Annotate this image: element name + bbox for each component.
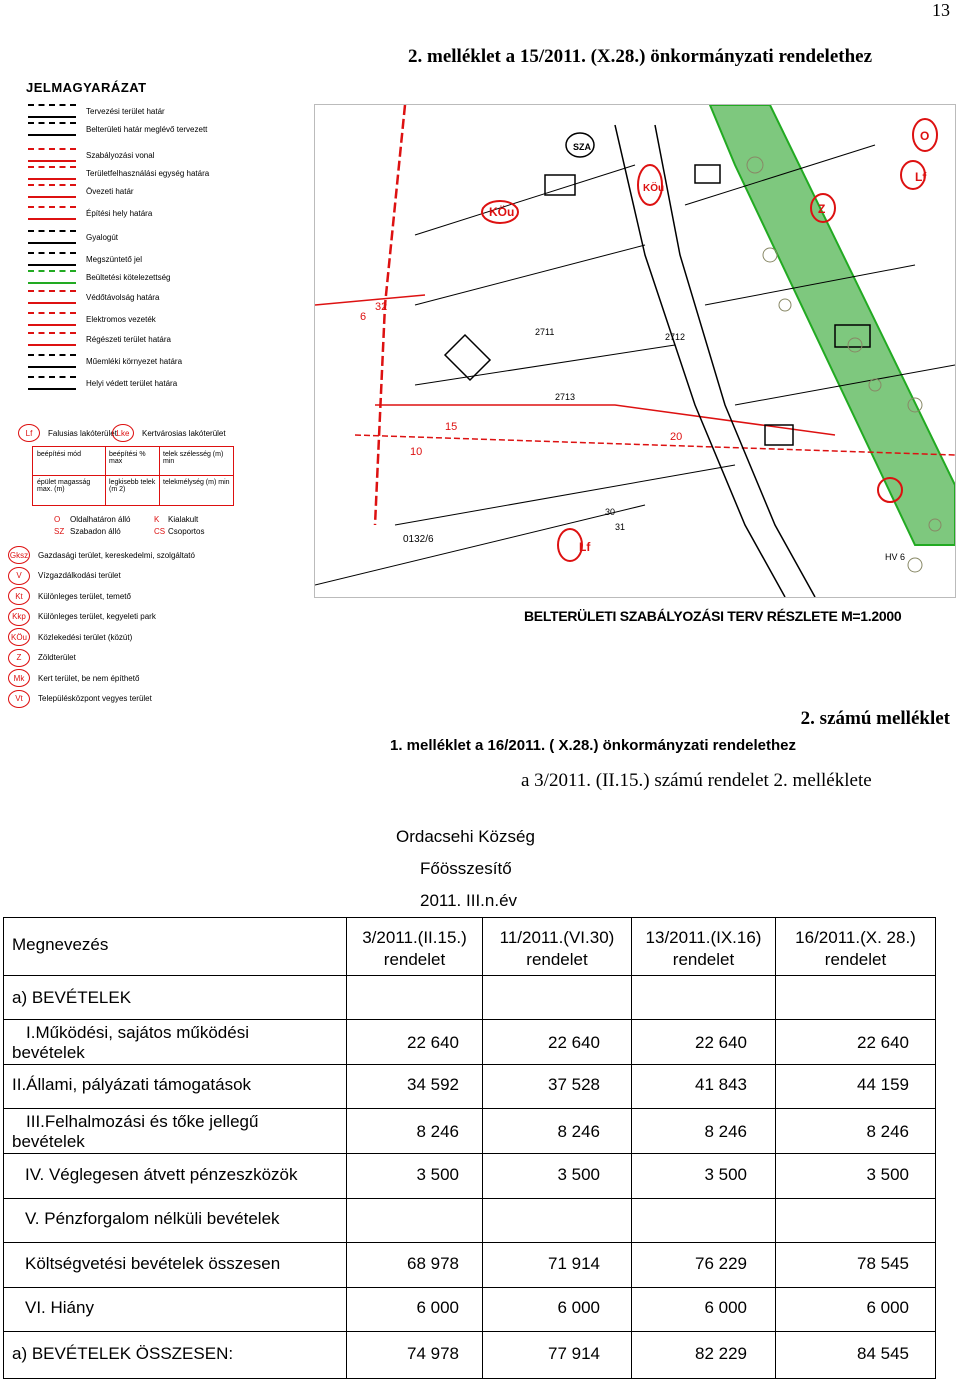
legend-item <box>28 122 207 136</box>
map-label: Lf <box>579 540 591 554</box>
map-label: 0132/6 <box>403 534 434 545</box>
period-label: 2011. III.n.év <box>420 891 518 910</box>
legend-swatch-icon <box>28 206 76 220</box>
annex-title: 2. melléklet a 15/2011. (X.28.) önkormányzati rendelethez <box>408 46 873 67</box>
table-cell: 84 545 <box>857 1344 909 1363</box>
row-label: II.Állami, pályázati támogatások <box>12 1075 252 1094</box>
municipality-name: Ordacsehi Község <box>396 827 535 846</box>
column-header: 11/2011.(VI.30) rendelet <box>499 928 615 969</box>
table-cell: 8 246 <box>866 1122 909 1141</box>
annex-1-title: 1. melléklet a 16/2011. ( X.28.) önkormányzati rendelethez <box>390 737 797 754</box>
area-code-icon: Vt <box>8 690 30 708</box>
table-cell: 8 246 <box>416 1122 459 1141</box>
table-cell: 6 000 <box>416 1298 459 1317</box>
row-label: V. Pénzforgalom nélküli bevételek <box>25 1209 280 1228</box>
map-label: 10 <box>410 446 423 458</box>
map-label: 20 <box>670 431 683 443</box>
row-label: IV. Véglegesen átvett pénzeszközök <box>25 1165 298 1184</box>
legend-item-label: Építési hely határa <box>86 208 153 218</box>
zoning-map-drawing <box>315 105 955 597</box>
row-label: a) BEVÉTELEK ÖSSZESEN: <box>12 1344 234 1363</box>
map-label: KÖu <box>643 183 665 194</box>
table-cell: 78 545 <box>857 1254 909 1273</box>
table-cell: 6 000 <box>704 1298 747 1317</box>
legend-item-label: Műemléki környezet határa <box>86 356 183 366</box>
legend-swatch-icon <box>28 184 76 198</box>
map-label: 6 <box>360 311 367 323</box>
page-number: 13 <box>932 0 950 20</box>
legend-item-label: Területfelhasználási egység határa <box>86 168 210 178</box>
table-cell: 34 592 <box>407 1075 459 1094</box>
legend-swatch-icon <box>28 290 76 304</box>
table-cell: 37 528 <box>548 1075 600 1094</box>
legend-item <box>28 104 165 118</box>
area-code-icon: Mk <box>8 669 30 687</box>
row-label: Költségvetési bevételek összesen <box>25 1254 281 1273</box>
legend-item-label: Helyi védett terület határa <box>86 378 178 388</box>
legend-area-item <box>8 649 76 667</box>
map-label: Lf <box>915 170 927 184</box>
legend-area-item <box>8 587 131 605</box>
table-cell: 41 843 <box>695 1075 747 1094</box>
legend-swatch-icon <box>28 354 76 368</box>
table-cell: 3 500 <box>416 1165 459 1184</box>
area-code-icon: Z <box>8 649 30 667</box>
table-cell: 22 640 <box>407 1033 459 1052</box>
row-label: I.Működési, sajátos működési bevételek <box>12 1023 249 1062</box>
legend-item-label: Elektromos vezeték <box>86 314 156 324</box>
legend-area-label: Kert terület, be nem építhető <box>38 673 140 683</box>
legend-item <box>28 376 177 390</box>
legend-swatch-icon <box>28 270 76 284</box>
column-header: 3/2011.(II.15.) rendelet <box>362 928 467 969</box>
section-label: a) BEVÉTELEK <box>12 988 132 1007</box>
table-cell: 71 914 <box>548 1254 600 1273</box>
legend-zone: Lf Falusias lakóterület <box>18 424 117 442</box>
table-cell: 22 640 <box>548 1033 600 1052</box>
table-cell: 22 640 <box>857 1033 909 1052</box>
legend-area-label: Különleges terület, temető <box>38 591 131 601</box>
legend-item <box>28 166 209 180</box>
legend-area-label: Vízgazdálkodási terület <box>38 571 121 580</box>
legend-item-label: Szabályozási vonal <box>86 150 155 160</box>
legend-area-item <box>8 567 121 585</box>
summary-title: Főösszesítő <box>420 859 512 878</box>
legend-item-label: Gyalogút <box>86 232 119 242</box>
legend-item <box>28 206 152 220</box>
legend-item <box>28 148 154 162</box>
table-cell: 6 000 <box>557 1298 600 1317</box>
table-cell: 3 500 <box>704 1165 747 1184</box>
legend-item-label: Védőtávolság határa <box>86 292 160 302</box>
legend-item-label: Régészeti terület határa <box>86 334 171 344</box>
column-header: 13/2011.(IX.16) rendelet <box>645 928 762 969</box>
legend-swatch-icon <box>28 166 76 180</box>
area-code-icon: Gksz <box>8 546 30 564</box>
table-cell: 3 500 <box>557 1165 600 1184</box>
column-header: 16/2011.(X. 28.) rendelet <box>795 928 916 969</box>
revenue-table <box>3 917 936 1379</box>
zoning-map <box>314 104 956 598</box>
legend-zone-grid: beépítési mód beépítési % max telek szélesség (m) min épület magasság max. (m) legkisebb telek (m 2) telekmélység (m) min <box>32 446 234 506</box>
legend-swatch-icon <box>28 122 76 136</box>
map-label: O <box>920 129 930 143</box>
map-label: 2711 <box>535 327 555 337</box>
legend-area-label: Közlekedési terület (közút) <box>38 632 133 642</box>
map-label: 2713 <box>555 392 576 402</box>
area-code-icon: KÖu <box>8 628 30 646</box>
legend-item-label: Belterületi határ meglévő tervezett <box>86 124 208 134</box>
row-label: III.Felhalmozási és tőke jellegű bevételek <box>12 1112 259 1151</box>
table-cell: 68 978 <box>407 1254 459 1273</box>
legend-swatch-icon <box>28 148 76 162</box>
legend-item <box>28 312 156 326</box>
legend-area-item <box>8 690 152 708</box>
legend-swatch-icon <box>28 332 76 346</box>
legend-item-label: Tervezési terület határ <box>86 106 165 116</box>
legend-item <box>28 252 142 266</box>
legend-swatch-icon <box>28 104 76 118</box>
area-code-icon: Kt <box>8 587 30 605</box>
column-header-name: Megnevezés <box>12 935 109 954</box>
map-legend <box>8 80 248 710</box>
map-label: 32 <box>375 301 388 313</box>
annex-2-title: 2. számú melléklet <box>800 708 950 729</box>
map-label: Z <box>818 202 826 216</box>
row-label: VI. Hiány <box>25 1298 94 1317</box>
table-cell: 8 246 <box>557 1122 600 1141</box>
legend-item-label: Beültetési kötelezettség <box>86 272 171 282</box>
legend-item <box>28 290 159 304</box>
map-label: SZA <box>573 142 591 152</box>
legend-item-label: Megszüntető jel <box>86 254 143 264</box>
legend-item <box>28 332 171 346</box>
legend-building-modes: O Oldalhatáron álló SZ Szabadon álló <box>54 515 131 536</box>
legend-area-item <box>8 546 195 564</box>
map-caption: BELTERÜLETI SZABÁLYOZÁSI TERV RÉSZLETE M=1.2000 <box>524 608 902 624</box>
legend-swatch-icon <box>28 252 76 266</box>
map-label: 15 <box>445 421 458 433</box>
table-cell: 6 000 <box>866 1298 909 1317</box>
legend-area-label: Zöldterület <box>38 653 76 662</box>
legend-swatch-icon <box>28 376 76 390</box>
annex-1-subtitle: a 3/2011. (II.15.) számú rendelet 2. melléklete <box>521 770 872 791</box>
area-code-icon: Kkp <box>8 608 30 626</box>
legend-item <box>28 270 171 284</box>
legend-item <box>28 184 134 198</box>
legend-swatch-icon <box>28 312 76 326</box>
legend-area-label: Gazdasági terület, kereskedelmi, szolgáltató <box>38 550 195 560</box>
legend-area-label: Különleges terület, kegyeleti park <box>38 612 156 621</box>
legend-area-item <box>8 669 139 687</box>
map-label: 31 <box>615 522 626 532</box>
legend-title: JELMAGYARÁZAT <box>26 80 147 95</box>
legend-building-modes: K Kialakult CS Csoportos <box>154 515 205 536</box>
table-cell: 77 914 <box>548 1344 600 1363</box>
legend-item-label: Övezeti határ <box>86 186 134 196</box>
table-cell: 8 246 <box>704 1122 747 1141</box>
table-cell: 3 500 <box>866 1165 909 1184</box>
map-label: 2712 <box>665 332 686 342</box>
table-cell: 82 229 <box>695 1344 747 1363</box>
map-label: KÖu <box>489 205 515 219</box>
legend-item <box>28 230 118 244</box>
table-cell: 76 229 <box>695 1254 747 1273</box>
map-label: HV 6 <box>885 552 906 562</box>
table-cell: 22 640 <box>695 1033 747 1052</box>
area-code-icon: V <box>8 567 30 585</box>
table-cell: 74 978 <box>407 1344 459 1363</box>
legend-area-item <box>8 608 156 626</box>
map-label: 30 <box>605 507 616 517</box>
legend-zone: Lke Kertvárosias lakóterület <box>112 424 226 442</box>
table-cell: 44 159 <box>857 1075 909 1094</box>
legend-area-label: Településközpont vegyes terület <box>38 694 152 703</box>
legend-swatch-icon <box>28 230 76 244</box>
legend-item <box>28 354 182 368</box>
legend-area-item <box>8 628 132 646</box>
